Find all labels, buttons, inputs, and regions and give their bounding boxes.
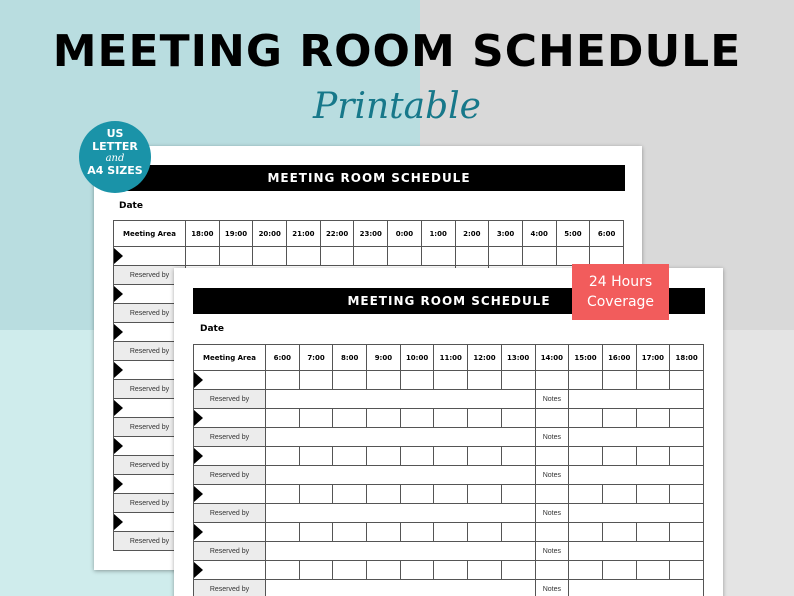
time-slot-cell[interactable] xyxy=(569,561,603,580)
time-slot-cell[interactable] xyxy=(590,247,624,266)
notes-field[interactable] xyxy=(569,390,704,409)
time-slot-row xyxy=(194,447,704,466)
hour-header: 3:00 xyxy=(489,221,523,247)
hour-header: 18:00 xyxy=(186,221,220,247)
time-slot-cell[interactable] xyxy=(400,371,434,390)
time-slot-cell[interactable] xyxy=(400,561,434,580)
coverage-line-1: 24 Hours xyxy=(588,274,653,290)
time-slot-cell[interactable] xyxy=(367,561,401,580)
time-slot-cell[interactable] xyxy=(266,447,300,466)
area-header: Meeting Area xyxy=(114,221,186,247)
time-slot-cell[interactable] xyxy=(468,371,502,390)
arrow-marker-icon xyxy=(114,476,123,492)
page-title: MEETING ROOM SCHEDULE xyxy=(52,26,742,77)
time-slot-cell[interactable] xyxy=(299,371,333,390)
time-slot-cell[interactable] xyxy=(400,523,434,542)
reserved-by-label: Reserved by xyxy=(114,304,186,323)
arrow-marker-icon xyxy=(114,514,123,530)
notes-field[interactable] xyxy=(569,580,704,596)
time-slot-cell[interactable] xyxy=(636,561,670,580)
time-slot-cell[interactable] xyxy=(186,247,220,266)
time-slot-cell[interactable] xyxy=(333,523,367,542)
time-slot-cell[interactable] xyxy=(455,247,489,266)
time-slot-cell[interactable] xyxy=(400,485,434,504)
size-badge xyxy=(79,121,151,193)
time-slot-cell[interactable] xyxy=(354,247,388,266)
time-slot-cell[interactable] xyxy=(522,247,556,266)
time-slot-cell[interactable] xyxy=(501,485,535,504)
reservation-row xyxy=(194,390,704,409)
time-slot-cell[interactable] xyxy=(287,247,321,266)
time-slot-cell[interactable] xyxy=(636,485,670,504)
badge-line-1: US xyxy=(106,127,124,140)
time-slot-cell[interactable] xyxy=(636,371,670,390)
time-slot-cell[interactable] xyxy=(333,371,367,390)
time-slot-row xyxy=(194,409,704,428)
reservation-row xyxy=(194,504,704,523)
meeting-area-cell[interactable] xyxy=(194,561,266,580)
arrow-marker-icon xyxy=(194,410,203,426)
notes-label: Notes xyxy=(535,466,569,485)
time-slot-cell[interactable] xyxy=(266,485,300,504)
time-slot-cell[interactable] xyxy=(333,409,367,428)
time-slot-cell[interactable] xyxy=(299,523,333,542)
time-slot-cell[interactable] xyxy=(468,485,502,504)
hour-header: 2:00 xyxy=(455,221,489,247)
sheet-title: MEETING ROOM SCHEDULE xyxy=(193,288,705,314)
time-slot-cell[interactable] xyxy=(602,523,636,542)
time-slot-cell[interactable] xyxy=(556,247,590,266)
time-slot-cell[interactable] xyxy=(535,409,569,428)
arrow-marker-icon xyxy=(194,562,203,578)
badge-line-3: and xyxy=(105,153,125,164)
time-slot-cell[interactable] xyxy=(569,485,603,504)
meeting-area-cell[interactable] xyxy=(194,409,266,428)
notes-label: Notes xyxy=(535,428,569,447)
hour-header: 18:00 xyxy=(670,345,704,371)
time-slot-cell[interactable] xyxy=(266,523,300,542)
time-slot-cell[interactable] xyxy=(569,371,603,390)
time-slot-cell[interactable] xyxy=(670,409,704,428)
schedule-table xyxy=(193,344,704,596)
meeting-area-cell[interactable] xyxy=(114,247,186,266)
time-slot-cell[interactable] xyxy=(501,523,535,542)
time-slot-cell[interactable] xyxy=(535,523,569,542)
date-label: Date xyxy=(200,324,224,334)
time-slot-cell[interactable] xyxy=(602,409,636,428)
hour-header: 22:00 xyxy=(320,221,354,247)
time-slot-cell[interactable] xyxy=(468,523,502,542)
time-slot-cell[interactable] xyxy=(434,447,468,466)
hour-header: 15:00 xyxy=(569,345,603,371)
hour-header: 1:00 xyxy=(421,221,455,247)
arrow-marker-icon xyxy=(194,448,203,464)
time-slot-cell[interactable] xyxy=(569,523,603,542)
time-slot-cell[interactable] xyxy=(434,523,468,542)
arrow-marker-icon xyxy=(194,524,203,540)
header-row xyxy=(194,345,704,371)
time-slot-cell[interactable] xyxy=(434,561,468,580)
badge-line-4: A4 SIZES xyxy=(87,164,143,177)
reserved-by-label: Reserved by xyxy=(194,466,266,485)
time-slot-cell[interactable] xyxy=(434,371,468,390)
time-slot-cell[interactable] xyxy=(468,447,502,466)
reserved-by-label: Reserved by xyxy=(194,542,266,561)
time-slot-row xyxy=(194,523,704,542)
hour-header: 11:00 xyxy=(434,345,468,371)
time-slot-cell[interactable] xyxy=(333,447,367,466)
coverage-line-2: Coverage xyxy=(586,294,655,310)
time-slot-cell[interactable] xyxy=(602,561,636,580)
hour-header: 13:00 xyxy=(501,345,535,371)
arrow-marker-icon xyxy=(114,362,123,378)
time-slot-cell[interactable] xyxy=(468,409,502,428)
time-slot-cell[interactable] xyxy=(501,447,535,466)
time-slot-row xyxy=(114,247,624,266)
reserved-by-label: Reserved by xyxy=(114,342,186,361)
reserved-by-field[interactable] xyxy=(266,466,536,485)
time-slot-cell[interactable] xyxy=(569,409,603,428)
time-slot-row xyxy=(194,371,704,390)
reserved-by-label: Reserved by xyxy=(194,390,266,409)
date-label: Date xyxy=(119,201,143,211)
hour-header: 6:00 xyxy=(590,221,624,247)
reservation-row xyxy=(194,428,704,447)
time-slot-cell[interactable] xyxy=(299,409,333,428)
time-slot-cell[interactable] xyxy=(569,447,603,466)
meeting-area-cell[interactable] xyxy=(194,447,266,466)
hour-header: 14:00 xyxy=(535,345,569,371)
time-slot-cell[interactable] xyxy=(535,485,569,504)
notes-field[interactable] xyxy=(569,542,704,561)
time-slot-cell[interactable] xyxy=(299,485,333,504)
hour-header: 12:00 xyxy=(468,345,502,371)
hour-header: 6:00 xyxy=(266,345,300,371)
time-slot-cell[interactable] xyxy=(367,523,401,542)
notes-field[interactable] xyxy=(569,466,704,485)
time-slot-cell[interactable] xyxy=(299,447,333,466)
reserved-by-field[interactable] xyxy=(266,504,536,523)
time-slot-cell[interactable] xyxy=(320,247,354,266)
time-slot-cell[interactable] xyxy=(489,247,523,266)
hour-header: 19:00 xyxy=(219,221,253,247)
hour-header: 23:00 xyxy=(354,221,388,247)
reserved-by-label: Reserved by xyxy=(114,532,186,551)
arrow-marker-icon xyxy=(114,248,123,264)
arrow-marker-icon xyxy=(114,400,123,416)
time-slot-cell[interactable] xyxy=(670,447,704,466)
hour-header: 8:00 xyxy=(333,345,367,371)
time-slot-cell[interactable] xyxy=(434,409,468,428)
meeting-area-cell[interactable] xyxy=(194,485,266,504)
time-slot-cell[interactable] xyxy=(367,371,401,390)
time-slot-cell[interactable] xyxy=(602,447,636,466)
reserved-by-label: Reserved by xyxy=(114,266,186,285)
hour-header: 16:00 xyxy=(602,345,636,371)
hour-header: 20:00 xyxy=(253,221,287,247)
reserved-by-label: Reserved by xyxy=(194,504,266,523)
time-slot-cell[interactable] xyxy=(468,561,502,580)
arrow-marker-icon xyxy=(114,324,123,340)
arrow-marker-icon xyxy=(194,486,203,502)
notes-field[interactable] xyxy=(569,428,704,447)
time-slot-cell[interactable] xyxy=(602,485,636,504)
time-slot-cell[interactable] xyxy=(266,371,300,390)
reserved-by-field[interactable] xyxy=(266,580,536,596)
time-slot-cell[interactable] xyxy=(434,485,468,504)
time-slot-cell[interactable] xyxy=(421,247,455,266)
time-slot-row xyxy=(194,561,704,580)
meeting-area-cell[interactable] xyxy=(194,523,266,542)
reserved-by-field[interactable] xyxy=(266,542,536,561)
time-slot-cell[interactable] xyxy=(266,409,300,428)
reserved-by-label: Reserved by xyxy=(114,418,186,437)
reserved-by-field[interactable] xyxy=(266,428,536,447)
reservation-row xyxy=(194,466,704,485)
header-row xyxy=(114,221,624,247)
time-slot-cell[interactable] xyxy=(367,485,401,504)
time-slot-cell[interactable] xyxy=(388,247,422,266)
arrow-marker-icon xyxy=(114,286,123,302)
reserved-by-label: Reserved by xyxy=(114,380,186,399)
notes-label: Notes xyxy=(535,390,569,409)
time-slot-cell[interactable] xyxy=(636,447,670,466)
hour-header: 17:00 xyxy=(636,345,670,371)
area-header: Meeting Area xyxy=(194,345,266,371)
time-slot-cell[interactable] xyxy=(636,523,670,542)
time-slot-cell[interactable] xyxy=(670,485,704,504)
reserved-by-label: Reserved by xyxy=(194,428,266,447)
arrow-marker-icon xyxy=(114,438,123,454)
time-slot-cell[interactable] xyxy=(670,561,704,580)
hour-header: 7:00 xyxy=(299,345,333,371)
time-slot-cell[interactable] xyxy=(501,561,535,580)
time-slot-cell[interactable] xyxy=(636,409,670,428)
time-slot-cell[interactable] xyxy=(400,409,434,428)
reserved-by-label: Reserved by xyxy=(114,456,186,475)
hour-header: 0:00 xyxy=(388,221,422,247)
time-slot-cell[interactable] xyxy=(501,409,535,428)
reserved-by-label: Reserved by xyxy=(114,494,186,513)
time-slot-cell[interactable] xyxy=(333,485,367,504)
time-slot-cell[interactable] xyxy=(333,561,367,580)
hour-header: 9:00 xyxy=(367,345,401,371)
notes-label: Notes xyxy=(535,504,569,523)
notes-label: Notes xyxy=(535,580,569,596)
badge-line-2: LETTER xyxy=(92,140,138,153)
time-slot-cell[interactable] xyxy=(670,523,704,542)
time-slot-row xyxy=(194,485,704,504)
time-slot-cell[interactable] xyxy=(602,371,636,390)
hour-header: 4:00 xyxy=(522,221,556,247)
reserved-by-label: Reserved by xyxy=(194,580,266,596)
reserved-by-field[interactable] xyxy=(266,390,536,409)
time-slot-cell[interactable] xyxy=(670,371,704,390)
time-slot-cell[interactable] xyxy=(299,561,333,580)
hour-header: 10:00 xyxy=(400,345,434,371)
page-subtitle: Printable xyxy=(313,86,481,127)
reservation-row xyxy=(194,542,704,561)
time-slot-cell[interactable] xyxy=(253,247,287,266)
time-slot-cell[interactable] xyxy=(266,561,300,580)
time-slot-cell[interactable] xyxy=(535,447,569,466)
arrow-marker-icon xyxy=(194,372,203,388)
time-slot-cell[interactable] xyxy=(400,447,434,466)
time-slot-cell[interactable] xyxy=(367,409,401,428)
hour-header: 21:00 xyxy=(287,221,321,247)
time-slot-cell[interactable] xyxy=(367,447,401,466)
coverage-badge xyxy=(572,264,669,320)
reservation-row xyxy=(194,580,704,596)
sheet-title: MEETING ROOM SCHEDULE xyxy=(113,165,625,191)
time-slot-cell[interactable] xyxy=(535,371,569,390)
meeting-area-cell[interactable] xyxy=(194,371,266,390)
notes-label: Notes xyxy=(535,542,569,561)
time-slot-cell[interactable] xyxy=(501,371,535,390)
time-slot-cell[interactable] xyxy=(535,561,569,580)
notes-field[interactable] xyxy=(569,504,704,523)
hour-header: 5:00 xyxy=(556,221,590,247)
time-slot-cell[interactable] xyxy=(219,247,253,266)
